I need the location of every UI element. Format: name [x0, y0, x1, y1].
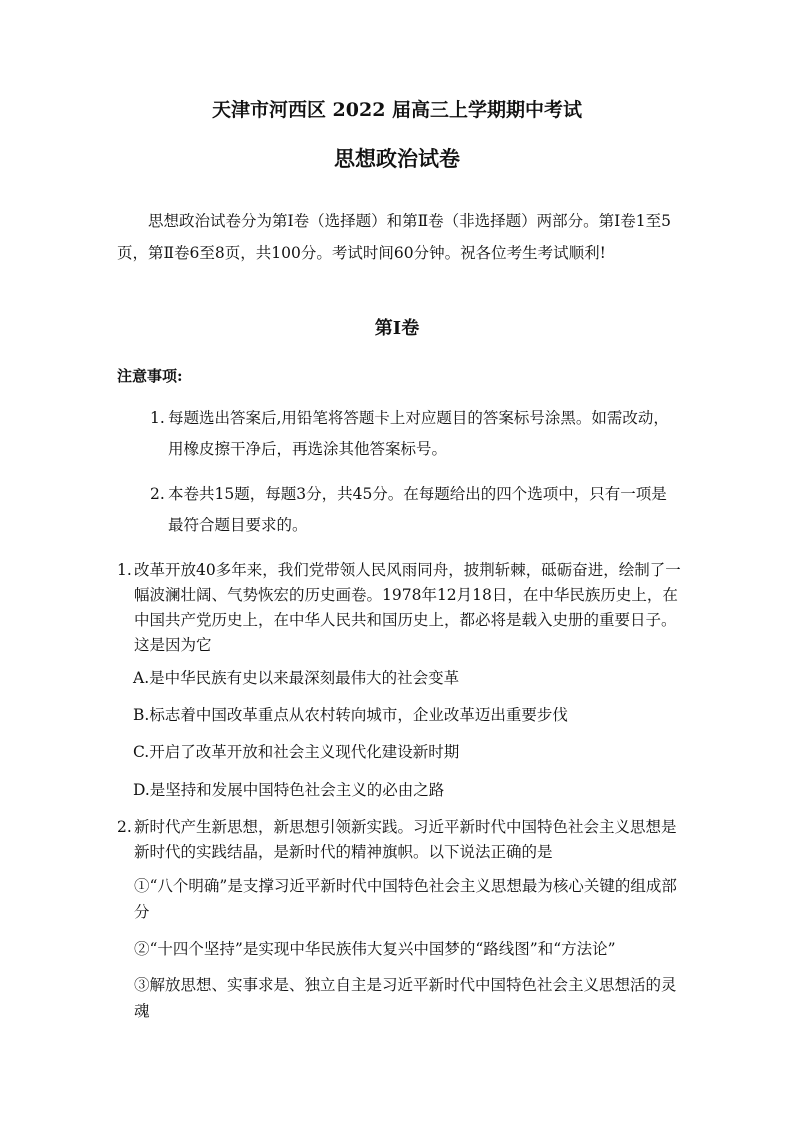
- option-b: B.标志着中国改革重点从农村转向城市，企业改革迈出重要步伐: [133, 706, 568, 724]
- statement-3: ③解放思想、实事求是、独立自主是习近平新时代中国特色社会主义思想活的灵魂: [134, 976, 677, 1020]
- statement-2: ②“十四个坚持”是实现中华民族伟大复兴中国梦的“路线图”和“方法论”: [134, 940, 616, 958]
- note-text: 本卷共15题，每题3分，共45分。在每题给出的四个选项中，只有一项是最符合题目要求的。: [168, 485, 667, 534]
- question-number: 1.: [117, 561, 132, 579]
- note-text: 每题选出答案后,用铅笔将答题卡上对应题目的答案标号涂黑。如需改动，用橡皮擦干净后，再选涂其他答案标号。: [168, 409, 669, 458]
- question-stem: 改革开放40多年来，我们党带领人民风雨同舟，披荆斩棘，砥砺奋进，绘制了一幅波澜壮阔、气势恢宏的历史画卷。1978年12月18日，在中华民族历史上，在中国共产党历史上，在中华人民共和国历史上，都必将是载入史册的重要日子。这是因为它: [134, 561, 681, 654]
- exam-title: 天津市河西区 2022 届高三上学期期中考试: [211, 99, 583, 121]
- statement-1: ①“八个明确”是支撑习近平新时代中国特色社会主义思想最为核心关键的组成部分: [134, 877, 677, 921]
- note-number: 1.: [150, 409, 165, 427]
- note-number: 2.: [150, 485, 165, 503]
- volume-title: 第Ⅰ卷: [374, 318, 420, 339]
- question-2: [117, 815, 682, 865]
- option-c: C.开启了改革开放和社会主义现代化建设新时期: [133, 743, 460, 761]
- question-1: [117, 558, 682, 658]
- notes-heading: 注意事项:: [117, 367, 183, 385]
- note-item: [150, 479, 680, 541]
- question-number: 2.: [117, 818, 132, 836]
- note-item: [150, 403, 680, 465]
- exam-subtitle: 思想政治试卷: [334, 146, 460, 171]
- option-d: D.是坚持和发展中国特色社会主义的必由之路: [133, 781, 445, 799]
- question-stem: 新时代产生新思想，新思想引领新实践。习近平新时代中国特色社会主义思想是新时代的实践结晶，是新时代的精神旗帜。以下说法正确的是: [134, 818, 677, 861]
- option-a: A.是中华民族有史以来最深刻最伟大的社会变革: [133, 669, 460, 687]
- exam-intro: 思想政治试卷分为第Ⅰ卷（选择题）和第Ⅱ卷（非选择题）两部分。第Ⅰ卷1至5页，第Ⅱ卷6至8页，共100分。考试时间60分钟。祝各位考生考试顺利!: [117, 212, 672, 262]
